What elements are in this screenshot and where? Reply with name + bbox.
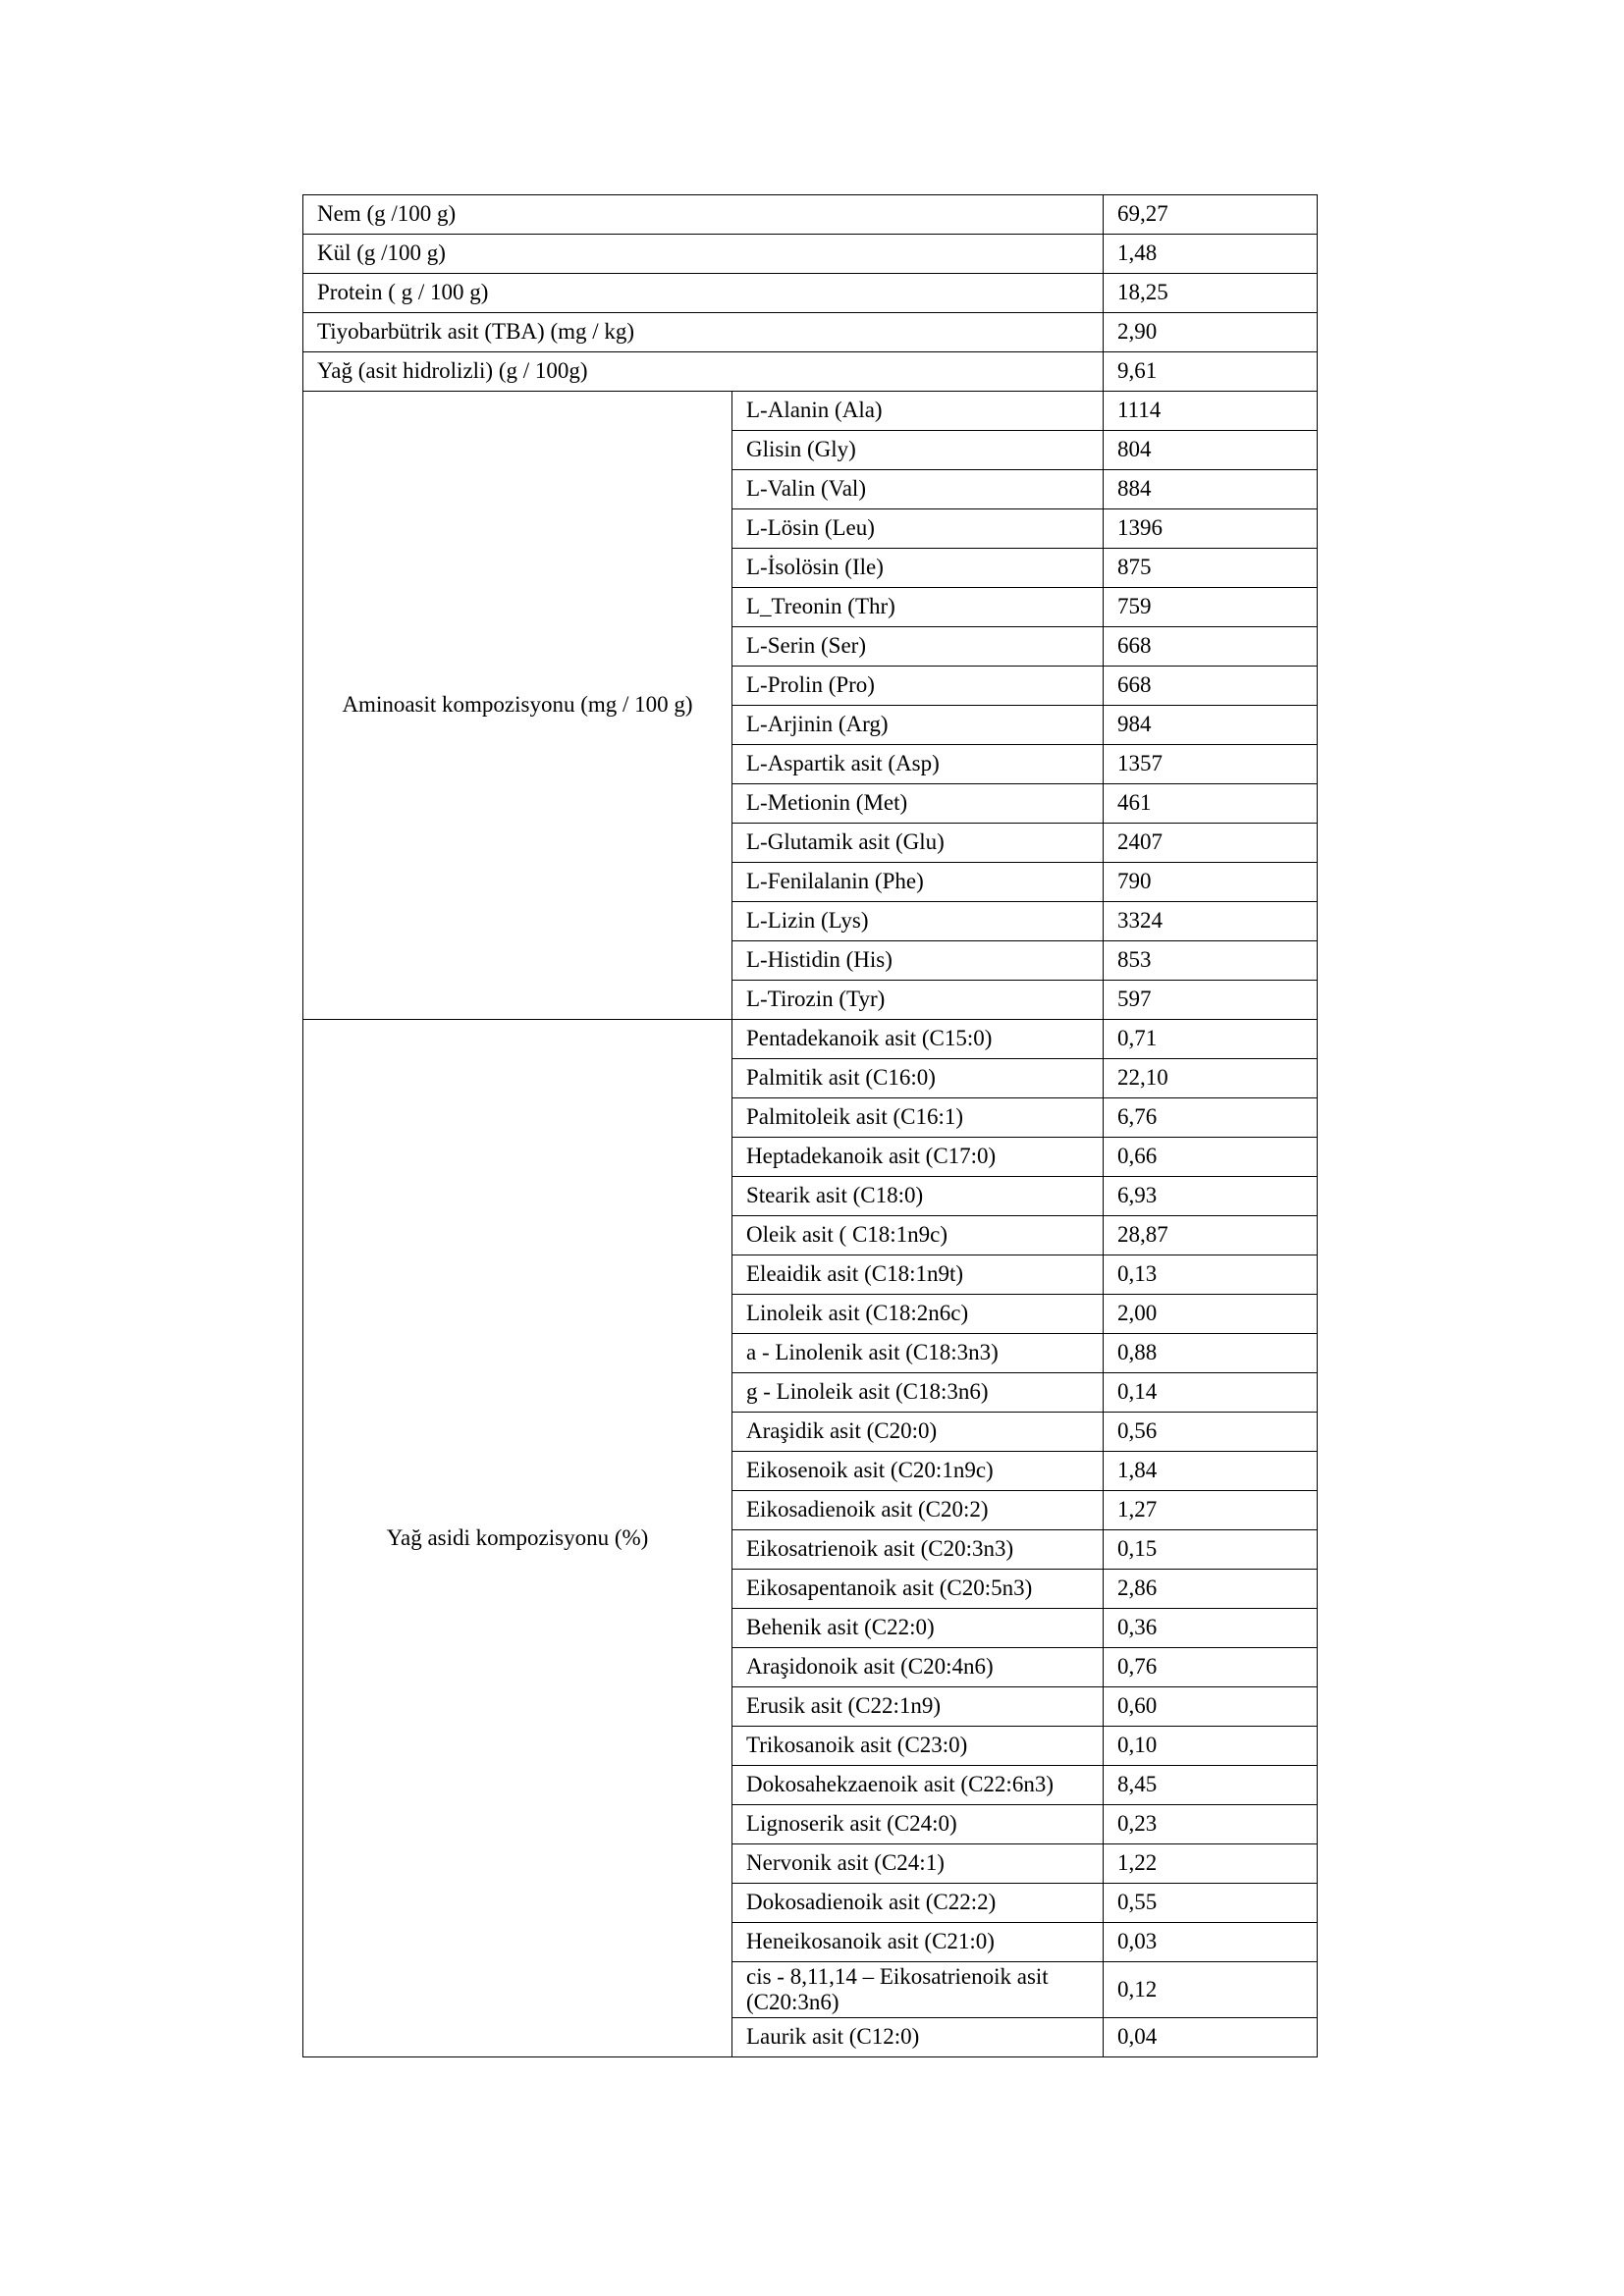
composition-table-body	[303, 195, 1318, 2057]
row-value: 1,48	[1104, 235, 1318, 274]
component-name: L-Metionin (Met)	[732, 784, 1104, 824]
row-label: Kül (g /100 g)	[303, 235, 1104, 274]
component-name: Eleaidik asit (C18:1n9t)	[732, 1255, 1104, 1295]
component-value: 0,03	[1104, 1923, 1318, 1962]
row-label: Protein ( g / 100 g)	[303, 274, 1104, 313]
component-name: L-Aspartik asit (Asp)	[732, 745, 1104, 784]
component-name: cis - 8,11,14 – Eikosatrienoik asit (C20:3n6)	[732, 1962, 1104, 2018]
component-value: 1,84	[1104, 1452, 1318, 1491]
component-name: L-Tirozin (Tyr)	[732, 981, 1104, 1020]
component-name: Erusik asit (C22:1n9)	[732, 1687, 1104, 1727]
component-name: L-Lizin (Lys)	[732, 902, 1104, 941]
component-name: L-Fenilalanin (Phe)	[732, 863, 1104, 902]
row-label: Nem (g /100 g)	[303, 195, 1104, 235]
component-value: 0,13	[1104, 1255, 1318, 1295]
component-name: Eikosadienoik asit (C20:2)	[732, 1491, 1104, 1530]
component-name: Trikosanoik asit (C23:0)	[732, 1727, 1104, 1766]
component-value: 1396	[1104, 509, 1318, 549]
component-name: Behenik asit (C22:0)	[732, 1609, 1104, 1648]
component-value: 6,93	[1104, 1177, 1318, 1216]
component-value: 0,88	[1104, 1334, 1318, 1373]
component-name: L-Alanin (Ala)	[732, 392, 1104, 431]
component-value: 2,86	[1104, 1570, 1318, 1609]
row-value: 2,90	[1104, 313, 1318, 352]
component-name: Dokosahekzaenoik asit (C22:6n3)	[732, 1766, 1104, 1805]
table-row	[303, 352, 1318, 392]
component-name: Eikosatrienoik asit (C20:3n3)	[732, 1530, 1104, 1570]
component-value: 0,36	[1104, 1609, 1318, 1648]
component-value: 984	[1104, 706, 1318, 745]
component-name: L-Serin (Ser)	[732, 627, 1104, 667]
component-value: 853	[1104, 941, 1318, 981]
component-value: 461	[1104, 784, 1318, 824]
composition-table	[302, 194, 1318, 2057]
component-value: 875	[1104, 549, 1318, 588]
component-value: 3324	[1104, 902, 1318, 941]
component-value: 0,15	[1104, 1530, 1318, 1570]
component-value: 884	[1104, 470, 1318, 509]
component-name: Heneikosanoik asit (C21:0)	[732, 1923, 1104, 1962]
component-name: L-Glutamik asit (Glu)	[732, 824, 1104, 863]
component-value: 2,00	[1104, 1295, 1318, 1334]
component-name: Araşidik asit (C20:0)	[732, 1413, 1104, 1452]
component-name: L-Prolin (Pro)	[732, 667, 1104, 706]
component-value: 1114	[1104, 392, 1318, 431]
component-name: L-İsolösin (Ile)	[732, 549, 1104, 588]
component-name: L-Valin (Val)	[732, 470, 1104, 509]
fatty-acid-group-label: Yağ asidi kompozisyonu (%)	[303, 1020, 732, 2057]
component-value: 0,04	[1104, 2018, 1318, 2057]
component-value: 0,76	[1104, 1648, 1318, 1687]
component-name: Linoleik asit (C18:2n6c)	[732, 1295, 1104, 1334]
component-value: 8,45	[1104, 1766, 1318, 1805]
component-name: L-Lösin (Leu)	[732, 509, 1104, 549]
component-name: Eikosapentanoik asit (C20:5n3)	[732, 1570, 1104, 1609]
component-value: 804	[1104, 431, 1318, 470]
component-name: a - Linolenik asit (C18:3n3)	[732, 1334, 1104, 1373]
component-value: 1,22	[1104, 1844, 1318, 1884]
component-value: 597	[1104, 981, 1318, 1020]
component-name: L_Treonin (Thr)	[732, 588, 1104, 627]
amino-acid-group-label: Aminoasit kompozisyonu (mg / 100 g)	[303, 392, 732, 1020]
component-value: 0,71	[1104, 1020, 1318, 1059]
row-value: 9,61	[1104, 352, 1318, 392]
component-name: Palmitik asit (C16:0)	[732, 1059, 1104, 1098]
component-name: Heptadekanoik asit (C17:0)	[732, 1138, 1104, 1177]
row-label: Tiyobarbütrik asit (TBA) (mg / kg)	[303, 313, 1104, 352]
component-value: 790	[1104, 863, 1318, 902]
component-name: Araşidonoik asit (C20:4n6)	[732, 1648, 1104, 1687]
component-value: 0,10	[1104, 1727, 1318, 1766]
component-name: Eikosenoik asit (C20:1n9c)	[732, 1452, 1104, 1491]
component-value: 0,60	[1104, 1687, 1318, 1727]
row-value: 69,27	[1104, 195, 1318, 235]
component-name: Laurik asit (C12:0)	[732, 2018, 1104, 2057]
component-value: 668	[1104, 627, 1318, 667]
table-row	[303, 235, 1318, 274]
component-name: Glisin (Gly)	[732, 431, 1104, 470]
component-value: 0,55	[1104, 1884, 1318, 1923]
component-name: Nervonik asit (C24:1)	[732, 1844, 1104, 1884]
component-name: Pentadekanoik asit (C15:0)	[732, 1020, 1104, 1059]
component-name: Palmitoleik asit (C16:1)	[732, 1098, 1104, 1138]
table-row	[303, 313, 1318, 352]
component-name: Lignoserik asit (C24:0)	[732, 1805, 1104, 1844]
component-name: L-Histidin (His)	[732, 941, 1104, 981]
component-value: 0,14	[1104, 1373, 1318, 1413]
component-value: 28,87	[1104, 1216, 1318, 1255]
component-value: 0,23	[1104, 1805, 1318, 1844]
component-name: Dokosadienoik asit (C22:2)	[732, 1884, 1104, 1923]
component-value: 1357	[1104, 745, 1318, 784]
component-name: Stearik asit (C18:0)	[732, 1177, 1104, 1216]
component-value: 668	[1104, 667, 1318, 706]
component-name: g - Linoleik asit (C18:3n6)	[732, 1373, 1104, 1413]
component-value: 22,10	[1104, 1059, 1318, 1098]
component-value: 1,27	[1104, 1491, 1318, 1530]
component-value: 0,66	[1104, 1138, 1318, 1177]
component-value: 0,12	[1104, 1962, 1318, 2018]
component-value: 0,56	[1104, 1413, 1318, 1452]
component-value: 6,76	[1104, 1098, 1318, 1138]
component-value: 759	[1104, 588, 1318, 627]
component-name: Oleik asit ( C18:1n9c)	[732, 1216, 1104, 1255]
table-row	[303, 274, 1318, 313]
component-name: L-Arjinin (Arg)	[732, 706, 1104, 745]
row-label: Yağ (asit hidrolizli) (g / 100g)	[303, 352, 1104, 392]
table-row	[303, 195, 1318, 235]
row-value: 18,25	[1104, 274, 1318, 313]
component-value: 2407	[1104, 824, 1318, 863]
table-row	[303, 1020, 1318, 1059]
table-row	[303, 392, 1318, 431]
